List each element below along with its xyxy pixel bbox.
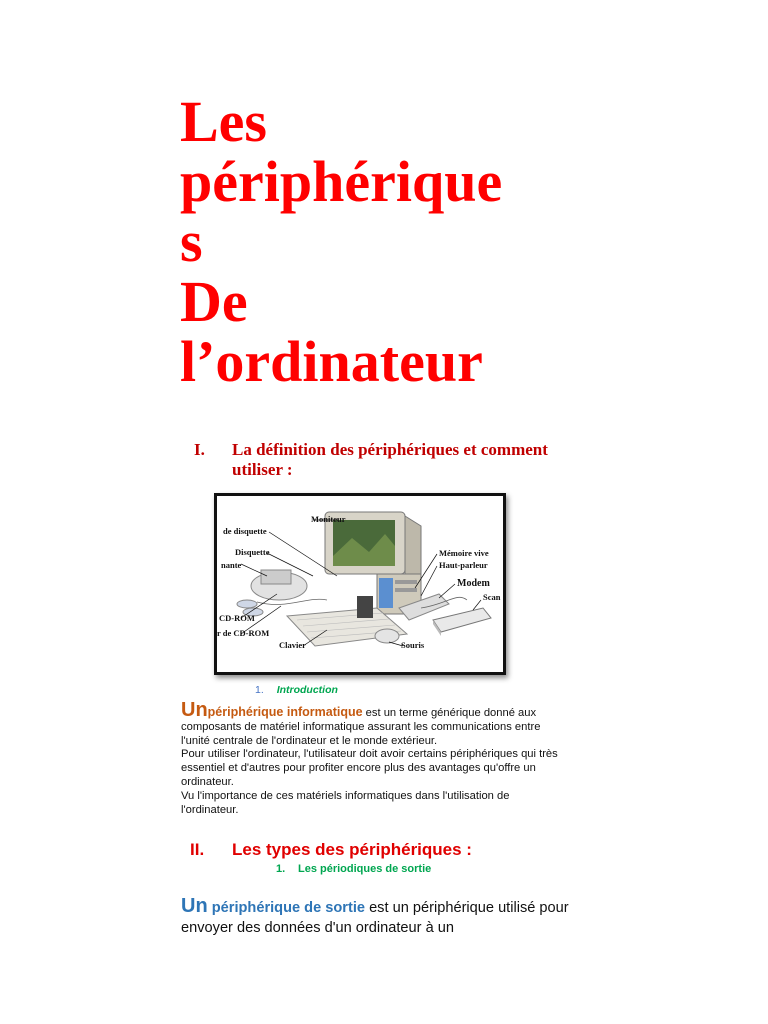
- label-de-disquette: de disquette: [223, 526, 267, 536]
- label-disquette: Disquette: [235, 547, 270, 557]
- label-memoire-vive: Mémoire vive: [439, 548, 489, 558]
- computer-peripherals-figure: [214, 493, 506, 675]
- label-modem: Modem: [457, 578, 490, 589]
- title-line: De: [180, 269, 248, 334]
- sortie-paragraph: [181, 896, 581, 938]
- intro-line2: Pour utiliser l'ordinateur, l'utilisateur doit avoir certains périphériques qui très essentiel et d'autres pour profiter encore plus des avantages qu'offre un ordinateur.: [181, 748, 558, 788]
- title-line: s: [180, 209, 203, 274]
- label-souris: Souris: [401, 640, 425, 650]
- label-moniteur: Moniteur: [311, 514, 346, 524]
- title-line: l’ordinateur: [180, 329, 483, 394]
- intro-text: est un terme générique donné aux composants de matériel informatique assurant les communications entre l'unité centrale de l'ordinateur et le monde extérieur.: [181, 707, 541, 747]
- subsection-sortie: [276, 863, 431, 875]
- section-title: La définition des périphériques et comment utiliser :: [232, 440, 548, 479]
- title-line: Les: [180, 89, 267, 154]
- label-haut-parleur: Haut-parleur: [439, 560, 488, 570]
- section-number: I.: [194, 440, 205, 459]
- subsection-label: Introduction: [276, 684, 338, 696]
- label-cdrom: CD-ROM: [219, 613, 255, 623]
- section-heading-1: [194, 440, 574, 480]
- sortie-lead: Un: [181, 895, 208, 917]
- document-title: [180, 89, 600, 394]
- sortie-text: est un périphérique utilisé pour envoyer des données d'un ordinateur à un: [181, 900, 569, 936]
- mouse-shape: [375, 629, 399, 643]
- intro-paragraph: [181, 699, 566, 817]
- section-title: Les types des périphériques :: [232, 840, 472, 859]
- subsection-label: Les périodiques de sortie: [298, 863, 432, 875]
- title-line: périphérique: [180, 149, 503, 214]
- sortie-term: périphérique de sortie: [211, 900, 366, 916]
- intro-lead: Un: [181, 699, 208, 721]
- label-scanner: Scan: [483, 592, 501, 602]
- subsection-introduction: [255, 684, 338, 696]
- label-imprimante: nante: [221, 560, 242, 570]
- intro-line3: Vu l'importance de ces matériels informatiques dans l'utilisation de l'ordinateur.: [181, 789, 510, 816]
- label-clavier: Clavier: [279, 640, 306, 650]
- subsection-number: 1.: [276, 863, 286, 875]
- subsection-number: 1.: [255, 684, 264, 696]
- section-heading-2: [190, 840, 472, 860]
- computer-illustration: [217, 496, 503, 672]
- section-number: II.: [190, 840, 205, 859]
- intro-term: périphérique informatique: [207, 705, 363, 719]
- label-lecteur-cdrom: r de CD-ROM: [217, 628, 270, 638]
